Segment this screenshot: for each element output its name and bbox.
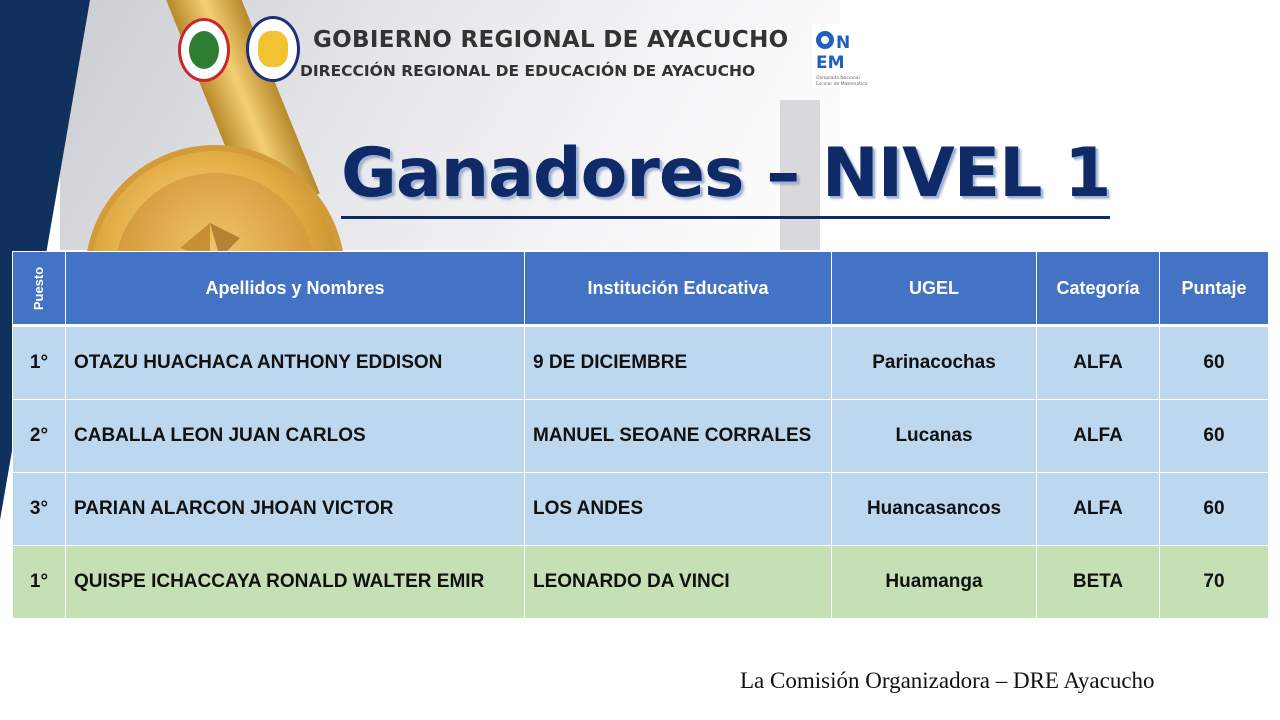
- cell-nombres: OTAZU HUACHACA ANTHONY EDDISON: [66, 326, 525, 400]
- cell-categoria: BETA: [1037, 546, 1160, 619]
- gov-subtitle: DIRECCIÓN REGIONAL DE EDUCACIÓN DE AYACUCHO: [300, 62, 756, 80]
- page-title: Ganadores – NIVEL 1: [341, 132, 1110, 219]
- svg-text:EM: EM: [816, 53, 845, 73]
- cell-ugel: Huamanga: [832, 546, 1037, 619]
- svg-text:N: N: [836, 33, 851, 53]
- header-puntaje: Puntaje: [1160, 252, 1269, 326]
- cell-puntaje: 60: [1160, 473, 1269, 546]
- cell-categoria: ALFA: [1037, 326, 1160, 400]
- cell-institucion: LOS ANDES: [525, 473, 832, 546]
- header-ugel: UGEL: [832, 252, 1037, 326]
- cell-ugel: Lucanas: [832, 400, 1037, 473]
- dre-ayacucho-logo: [246, 16, 300, 82]
- table-header-row: [13, 252, 1269, 326]
- table-row: [13, 326, 1269, 400]
- cell-categoria: ALFA: [1037, 400, 1160, 473]
- cell-nombres: CABALLA LEON JUAN CARLOS: [66, 400, 525, 473]
- cell-institucion: MANUEL SEOANE CORRALES: [525, 400, 832, 473]
- cell-categoria: ALFA: [1037, 473, 1160, 546]
- cell-puntaje: 70: [1160, 546, 1269, 619]
- cell-nombres: QUISPE ICHACCAYA RONALD WALTER EMIR: [66, 546, 525, 619]
- winners-table: [12, 251, 1269, 619]
- table-row: [13, 473, 1269, 546]
- footer-signature: La Comisión Organizadora – DRE Ayacucho: [740, 668, 1155, 693]
- gov-title: GOBIERNO REGIONAL DE AYACUCHO: [313, 27, 789, 53]
- onem-logo: [812, 24, 874, 88]
- header-nombres: Apellidos y Nombres: [66, 252, 525, 326]
- cell-ugel: Huancasancos: [832, 473, 1037, 546]
- gobierno-regional-logo: [178, 18, 230, 82]
- svg-text:Escolar de Matemática: Escolar de Matemática: [816, 82, 868, 87]
- table-row: [13, 400, 1269, 473]
- cell-puntaje: 60: [1160, 400, 1269, 473]
- cell-institucion: 9 DE DICIEMBRE: [525, 326, 832, 400]
- cell-puesto: 2°: [13, 400, 66, 473]
- svg-text:Olimpiada Nacional: Olimpiada Nacional: [816, 76, 860, 81]
- cell-puesto: 1°: [13, 546, 66, 619]
- cell-institucion: LEONARDO DA VINCI: [525, 546, 832, 619]
- cell-ugel: Parinacochas: [832, 326, 1037, 400]
- header-categoria: Categoría: [1037, 252, 1160, 326]
- cell-nombres: PARIAN ALARCON JHOAN VICTOR: [66, 473, 525, 546]
- table-row: [13, 546, 1269, 619]
- header-puesto: Puesto: [13, 252, 66, 326]
- cell-puntaje: 60: [1160, 326, 1269, 400]
- header-institucion: Institución Educativa: [525, 252, 832, 326]
- cell-puesto: 3°: [13, 473, 66, 546]
- cell-puesto: 1°: [13, 326, 66, 400]
